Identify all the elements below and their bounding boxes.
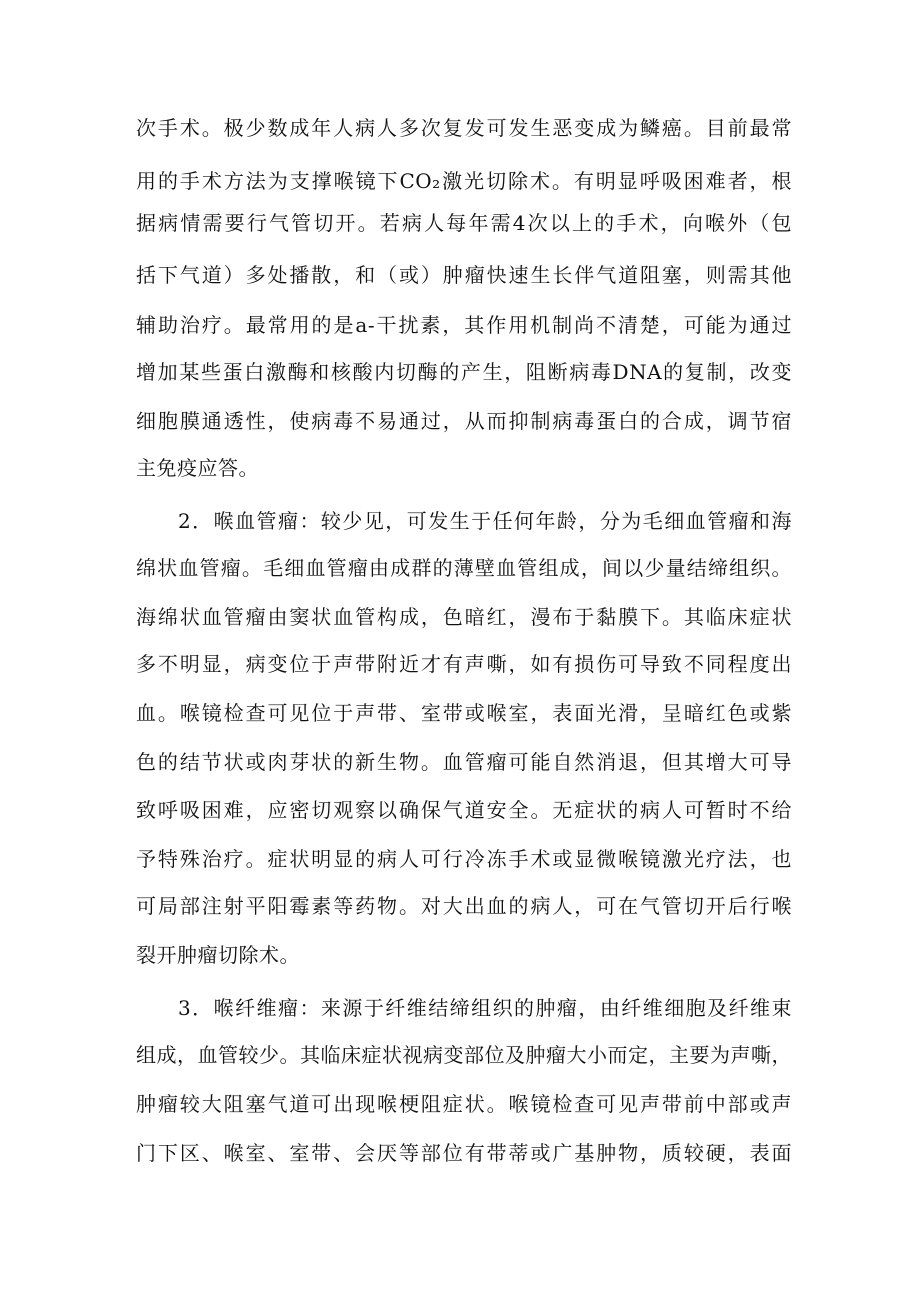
paragraph-line: 增加某些蛋白激酶和核酸内切酶的产生，阻断病毒DNA的复制，改变 [136,360,792,384]
paragraph-line: 予特殊治疗。症状明显的病人可行冷冻手术或显微喉镜激光疗法，也 [136,847,792,871]
paragraph-line: 绵状血管瘤。毛细血管瘤由成群的薄壁血管组成，间以少量结缔组织。 [136,556,792,580]
paragraph-line: 主免疫应答。 [136,456,259,480]
paragraph-line: 次手术。极少数成年人病人多次复发可发生恶变成为鳞癌。目前最常 [136,116,792,140]
paragraph-line: 辅助治疗。最常用的是a-干扰素，其作用机制尚不清楚，可能为通过 [136,313,792,337]
paragraph-line: 肿瘤较大阻塞气道可出现喉梗阻症状。喉镜检查可见声带前中部或声 [136,1092,792,1116]
paragraph-line: 裂开肿瘤切除术。 [136,943,300,967]
paragraph-line: 致呼吸困难，应密切观察以确保气道安全。无症状的病人可暂时不给 [136,798,792,822]
section-heading-line: 2．喉血管瘤：较少见，可发生于任何年龄，分为毛细血管瘤和海 [178,509,792,533]
paragraph-line: 组成，血管较少。其临床症状视病变部位及肿瘤大小而定，主要为声嘶， [136,1043,792,1067]
paragraph-line: 括下气道）多处播散，和（或）肿瘤快速生长伴气道阻塞，则需其他 [136,263,792,287]
paragraph-line: 血。喉镜检查可见位于声带、室带或喉室，表面光滑，呈暗红色或紫 [136,701,792,725]
paragraph-line: 多不明显，病变位于声带附近才有声嘶，如有损伤可导致不同程度出 [136,652,792,676]
paragraph-line: 用的手术方法为支撑喉镜下CO₂激光切除术。有明显呼吸困难者，根 [136,169,792,193]
paragraph-line: 海绵状血管瘤由窦状血管构成，色暗红，漫布于黏膜下。其临床症状 [136,605,792,629]
paragraph-line: 门下区、喉室、室带、会厌等部位有带蒂或广基肿物，质较硬，表面 [136,1141,792,1165]
paragraph-line: 色的结节状或肉芽状的新生物。血管瘤可能自然消退，但其增大可导 [136,750,792,774]
paragraph-line: 可局部注射平阳霉素等药物。对大出血的病人，可在气管切开后行喉 [136,894,792,918]
paragraph-line: 据病情需要行气管切开。若病人每年需4次以上的手术，向喉外（包 [136,211,792,235]
paragraph-line: 细胞膜通透性，使病毒不易通过，从而抑制病毒蛋白的合成，调节宿 [136,409,792,433]
section-heading-line: 3．喉纤维瘤：来源于纤维结缔组织的肿瘤，由纤维细胞及纤维束 [178,996,792,1020]
